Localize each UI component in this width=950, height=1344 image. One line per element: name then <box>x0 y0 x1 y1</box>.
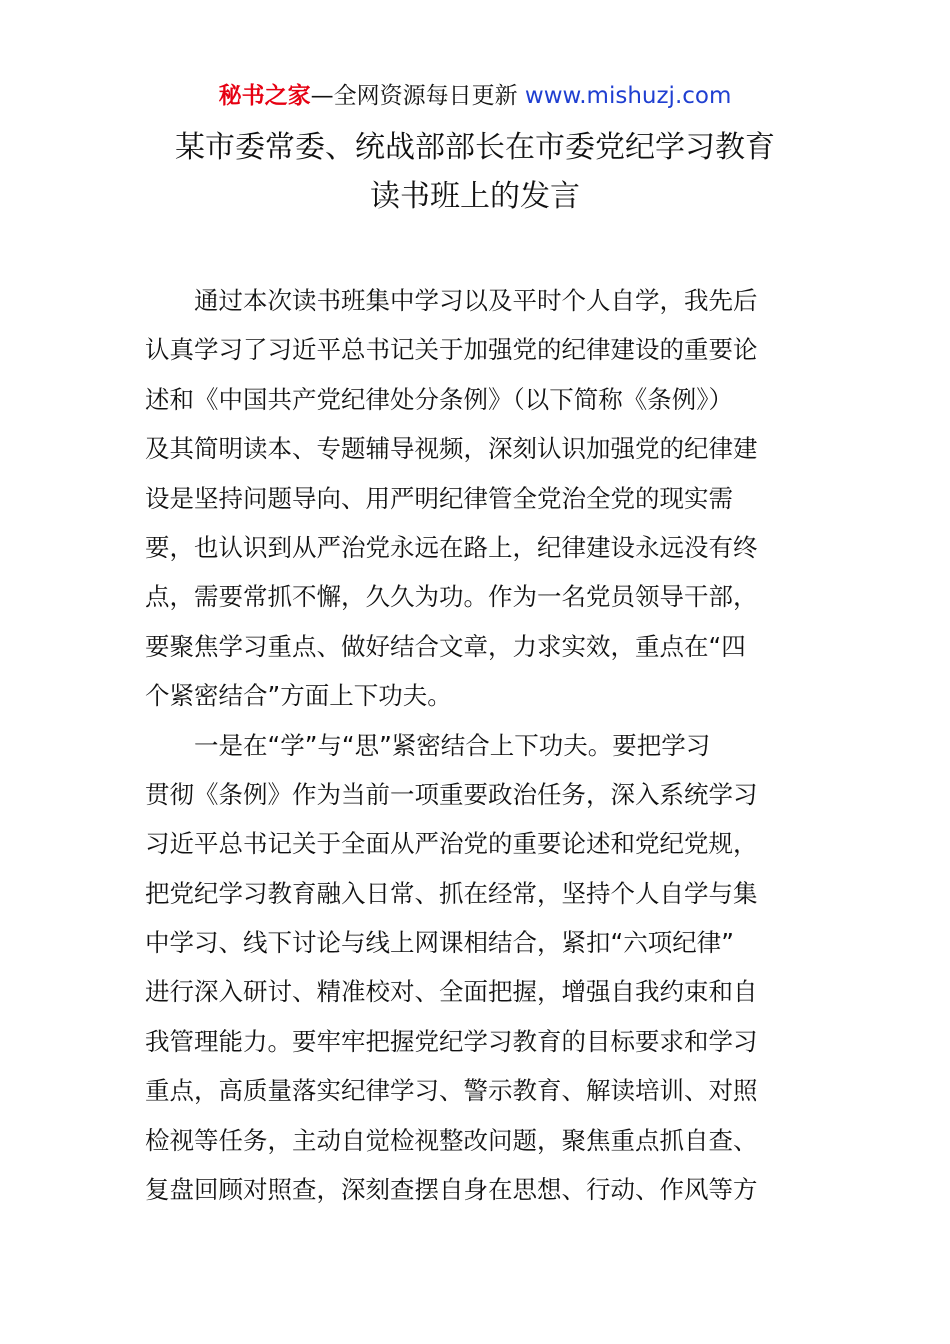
text-line: 述和《中国共产党纪律处分条例》（以下简称《条例》） <box>145 384 733 414</box>
text-line: 习近平总书记关于全面从严治党的重要论述和党纪党规， <box>145 829 758 859</box>
paragraph-point-one <box>145 721 815 1215</box>
text-line: 要，也认识到从严治党永远在路上，纪律建设永远没有终 <box>145 532 758 562</box>
text-line: 重点，高质量落实纪律学习、警示教育、解读培训、对照 <box>145 1076 758 1106</box>
text-line: 通过本次读书班集中学习以及平时个人自学，我先后 <box>145 286 758 315</box>
document-title-line-2: 读书班上的发言 <box>370 179 580 214</box>
document-title-line-1: 某市委常委、统战部部长在市委党纪学习教育 <box>175 130 775 165</box>
text-line: 要聚焦学习重点、做好结合文章，力求实效，重点在“四 <box>145 631 746 661</box>
site-brand: 秘书之家 <box>218 83 311 109</box>
text-line: 检视等任务，主动自觉检视整改问题，聚焦重点抓自查、 <box>145 1125 758 1155</box>
text-line: 复盘回顾对照查，深刻查摆自身在思想、行动、作风等方 <box>145 1175 758 1205</box>
site-header <box>0 80 950 112</box>
text-line: 中学习、线下讨论与线上网课相结合，紧扣“六项纪律” <box>145 928 734 958</box>
text-line: 设是坚持问题导向、用严明纪律管全党治全党的现实需 <box>145 483 733 513</box>
paragraph-intro <box>145 276 815 721</box>
text-line: 我管理能力。要牢牢把握党纪学习教育的目标要求和学习 <box>145 1026 758 1056</box>
document-body <box>145 276 815 1214</box>
text-line: 认真学习了习近平总书记关于加强党的纪律建设的重要论 <box>145 335 758 365</box>
site-url-link[interactable]: www.mishuzj.com <box>524 83 732 109</box>
text-line: 个紧密结合”方面上下功夫。 <box>145 681 452 711</box>
text-line: 点，需要常抓不懈，久久为功。作为一名党员领导干部， <box>145 582 758 612</box>
text-line: 及其简明读本、专题辅导视频，深刻认识加强党的纪律建 <box>145 434 758 464</box>
text-line: 把党纪学习教育融入日常、抓在经常，坚持个人自学与集 <box>145 878 758 908</box>
text-line: 进行深入研讨、精准校对、全面把握，增强自我约束和自 <box>145 977 758 1007</box>
text-line: 一是在“学”与“思”紧密结合上下功夫。要把学习 <box>145 730 711 760</box>
text-line: 贯彻《条例》作为当前一项重要政治任务，深入系统学习 <box>145 779 758 809</box>
site-tagline: —全网资源每日更新 <box>310 83 525 109</box>
